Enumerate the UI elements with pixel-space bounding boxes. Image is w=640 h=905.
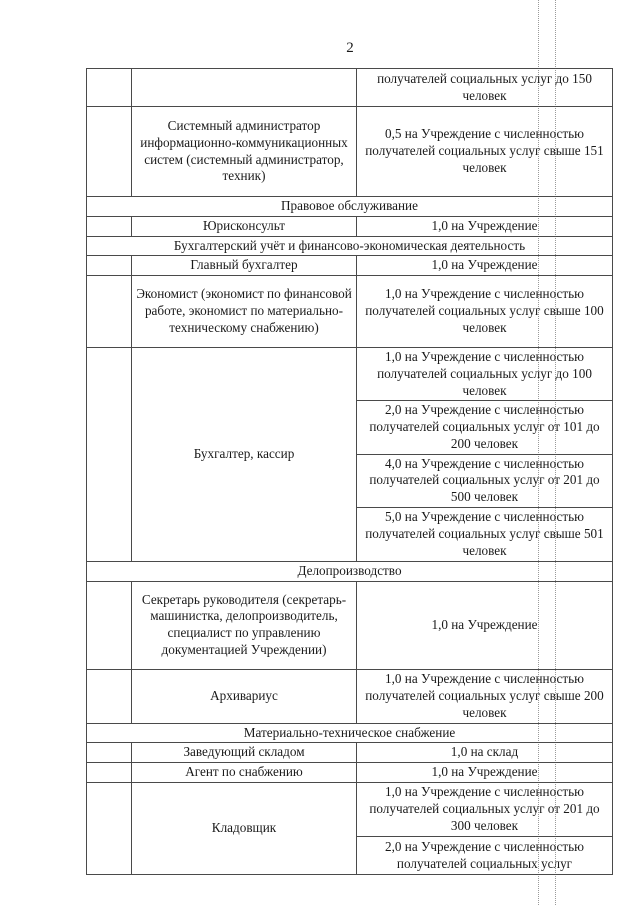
number-cell [87,743,132,763]
section-title-accounting: Бухгалтерский учёт и финансово-экономическая деятельность [87,236,613,256]
norm-cell: 2,0 на Учреждение с численностью получателей социальных услуг от 101 до 200 человек [357,401,613,454]
norm-cell: 2,0 на Учреждение с численностью получателей социальных услуг [357,837,613,875]
table-row [87,783,613,837]
norm-cell: 0,5 на Учреждение с численностью получателей социальных услуг свыше 151 человек [357,107,613,197]
table-row [87,69,613,107]
section-row [87,197,613,217]
table-row [87,581,613,669]
norm-cell: 5,0 на Учреждение с численностью получателей социальных услуг свыше 501 человек [357,507,613,561]
position-cell: Экономист (экономист по финансовой работе, экономист по материально-техническому снабжению) [132,276,357,348]
position-cell: Юрисконсульт [132,216,357,236]
number-cell [87,669,132,723]
table-row [87,276,613,348]
position-cell: Кладовщик [132,783,357,875]
norm-cell: 1,0 на Учреждение с численностью получателей социальных услуг свыше 200 человек [357,669,613,723]
position-cell: Заведующий складом [132,743,357,763]
table-row [87,256,613,276]
table-row [87,669,613,723]
table-row [87,743,613,763]
section-row [87,236,613,256]
position-cell: Главный бухгалтер [132,256,357,276]
staffing-table [86,68,613,875]
number-cell [87,216,132,236]
norm-cell: 1,0 на Учреждение [357,581,613,669]
section-row [87,561,613,581]
table-row [87,763,613,783]
position-cell: Архивариус [132,669,357,723]
section-title-legal: Правовое обслуживание [87,197,613,217]
position-cell: Бухгалтер, кассир [132,348,357,562]
number-cell [87,581,132,669]
number-cell [87,783,132,875]
norm-cell: 1,0 на Учреждение [357,216,613,236]
page-number: 2 [346,40,354,56]
position-cell: Агент по снабжению [132,763,357,783]
number-cell [87,763,132,783]
norm-cell: 1,0 на Учреждение с численностью получателей социальных услуг свыше 100 человек [357,276,613,348]
section-row [87,723,613,743]
number-cell [87,348,132,562]
number-cell [87,256,132,276]
position-cell: Секретарь руководителя (секретарь-машинистка, делопроизводитель, специалист по управлению документацией Учреждении) [132,581,357,669]
number-cell [87,69,132,107]
norm-cell: получателей социальных услуг до 150 человек [357,69,613,107]
table-row [87,107,613,197]
norm-cell: 1,0 на Учреждение с численностью получателей социальных услуг до 100 человек [357,348,613,401]
position-cell [132,69,357,107]
norm-cell: 1,0 на Учреждение [357,763,613,783]
norm-cell: 1,0 на Учреждение [357,256,613,276]
table-row [87,348,613,401]
norm-cell: 4,0 на Учреждение с численностью получателей социальных услуг от 201 до 500 человек [357,454,613,507]
section-title-records: Делопроизводство [87,561,613,581]
position-cell: Системный администратор информационно-коммуникационных систем (системный администратор, техник) [132,107,357,197]
number-cell [87,276,132,348]
norm-cell: 1,0 на склад [357,743,613,763]
norm-cell: 1,0 на Учреждение с численностью получателей социальных услуг от 201 до 300 человек [357,783,613,837]
section-title-supply: Материально-техническое снабжение [87,723,613,743]
number-cell [87,107,132,197]
table-row [87,216,613,236]
